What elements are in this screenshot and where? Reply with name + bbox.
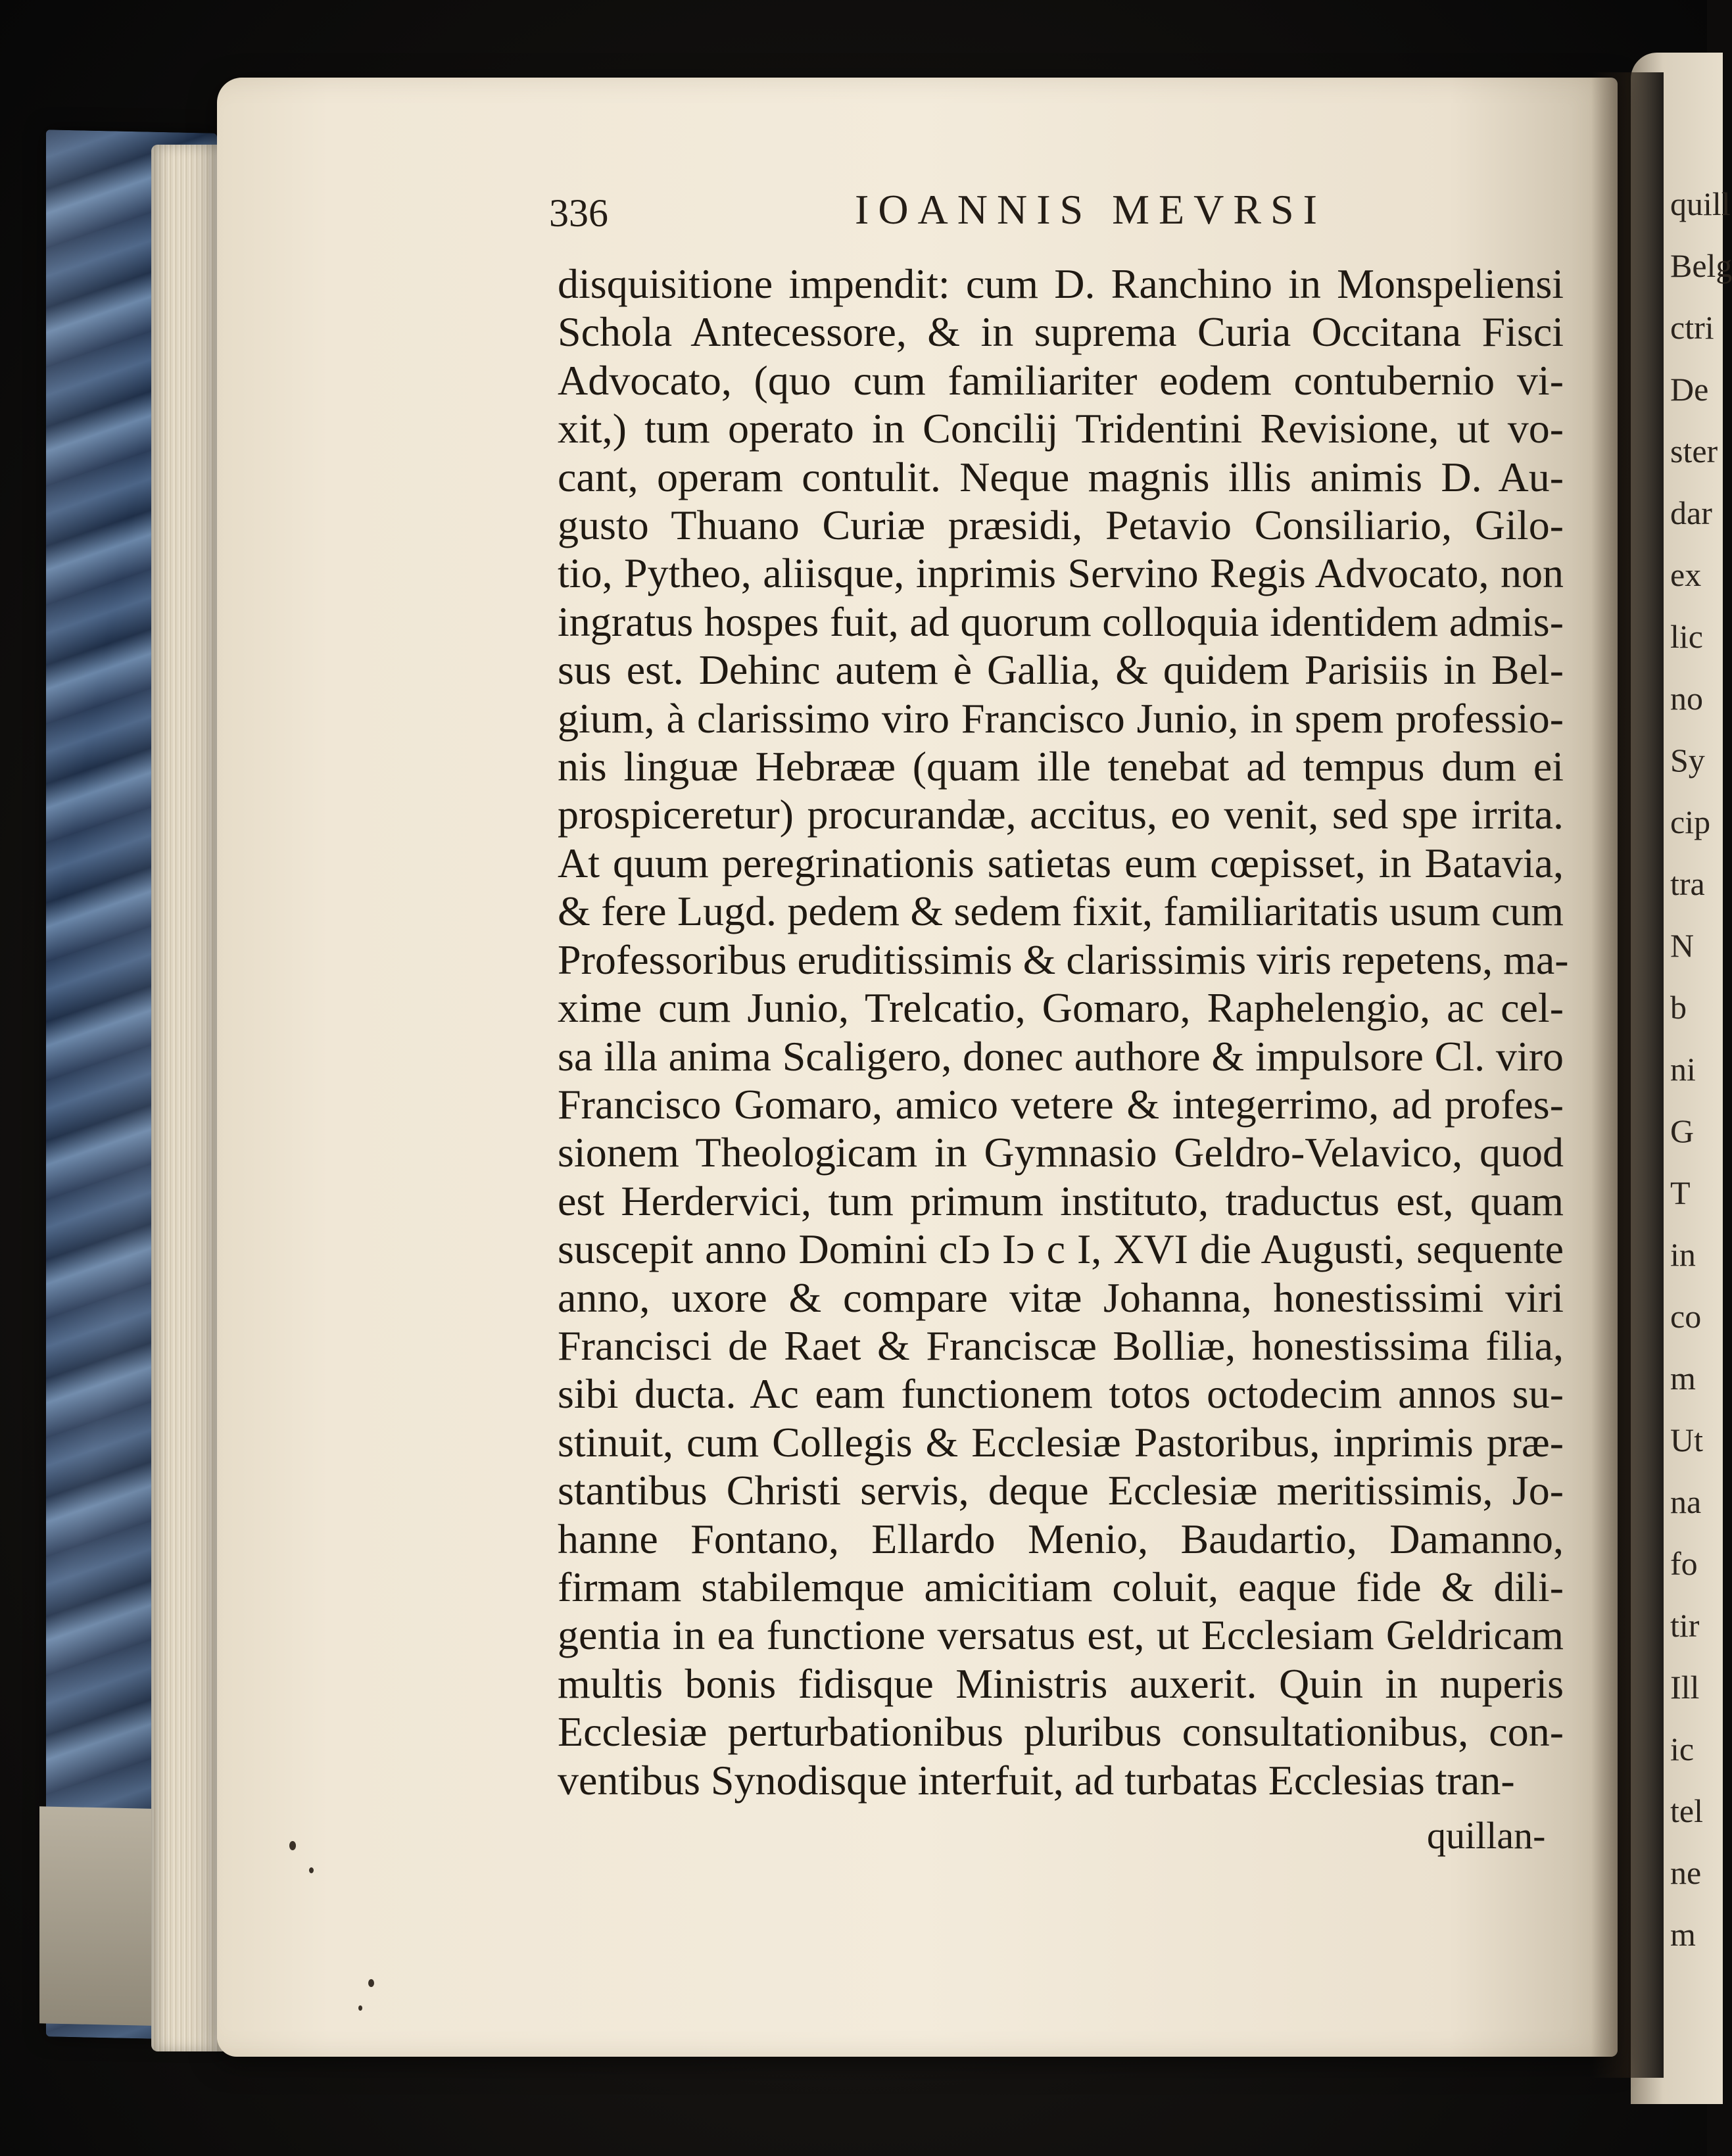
ink-speck [368, 1979, 374, 1987]
running-head: IOANNIS MEVRSI [855, 186, 1326, 233]
facing-page-fragment: tra [1670, 865, 1705, 902]
text-line: gium, à clarissimo viro Francisco Junio, in spem professio- [558, 694, 1564, 742]
text-line: cant, operam contulit. Neque magnis illis animis D. Au- [558, 453, 1564, 500]
facing-page-fragment: cip [1670, 803, 1711, 840]
text-line: Advocato, (quo cum familiariter eodem contubernio vi- [558, 356, 1564, 404]
facing-page-fragment: N [1670, 927, 1695, 964]
text-line: nis linguæ Hebrææ (quam ille tenebat ad tempus dum ei [558, 743, 1564, 790]
page-number: 336 [549, 191, 608, 235]
text-line: hanne Fontano, Ellardo Menio, Baudartio, Damanno, [558, 1515, 1564, 1562]
facing-page-fragment: in [1670, 1236, 1696, 1273]
facing-page-fragment: G [1670, 1113, 1695, 1149]
facing-page-fragment: ex [1670, 556, 1702, 593]
text-line: ventibus Synodisque interfuit, ad turbatas Ecclesias tran- [558, 1756, 1515, 1804]
text-line: & fere Lugd. pedem & sedem fixit, familiaritatis usum cum [558, 888, 1564, 935]
ink-speck [289, 1841, 296, 1850]
text-line: gusto Thuano Curiæ præsidi, Petavio Consiliario, Gilo- [558, 502, 1564, 549]
catchword: quillan- [1427, 1814, 1546, 1857]
text-line: sa illa anima Scaligero, donec authore & impulsore Cl. viro [558, 1032, 1564, 1080]
text-line: xime cum Junio, Trelcatio, Gomaro, Raphelengio, ac cel- [558, 984, 1564, 1032]
text-line: Ecclesiæ perturbationibus pluribus consultationibus, con- [558, 1708, 1564, 1756]
facing-page-fragment: tir [1670, 1607, 1700, 1644]
text-line: stinuit, cum Collegis & Ecclesiæ Pastoribus, inprimis præ- [558, 1418, 1564, 1466]
facing-page-fragment: ic [1670, 1731, 1695, 1767]
text-line: multis bonis fidisque Ministris auxerit. Quin in nuperis [558, 1660, 1564, 1707]
text-line: disquisitione impendit: cum D. Ranchino in Monspeliensi [558, 260, 1564, 307]
text-line: sus est. Dehinc autem è Gallia, & quidem Parisiis in Bel- [558, 646, 1564, 694]
facing-page-fragment: m [1670, 1360, 1696, 1397]
text-line: prospiceretur) procurandæ, accitus, eo venit, sed spe irrita. [558, 791, 1564, 838]
facing-page-fragment: De [1670, 371, 1709, 408]
facing-page-fragment: T [1670, 1174, 1691, 1211]
text-line: sibi ducta. Ac eam functionem totos octodecim annos su- [558, 1370, 1564, 1418]
facing-page-fragment: co [1670, 1298, 1702, 1335]
facing-page-fragment: quill [1670, 185, 1731, 222]
facing-page-fragment: na [1670, 1483, 1702, 1520]
facing-page-fragment: b [1670, 989, 1687, 1026]
text-line: Francisco Gomaro, amico vetere & integerrimo, ad profes- [558, 1080, 1564, 1128]
facing-page-fragment: lic [1670, 618, 1703, 655]
gutter-shadow [1591, 72, 1664, 2078]
facing-page-fragment: tel [1670, 1792, 1703, 1829]
text-line: sionem Theologicam in Gymnasio Geldro-Velavico, quod [558, 1129, 1564, 1176]
text-line: tio, Pytheo, aliisque, inprimis Servino Regis Advocato, non [558, 550, 1564, 597]
facing-page-fragment: Ut [1670, 1422, 1703, 1458]
facing-page-fragment: ne [1670, 1854, 1702, 1891]
facing-page-fragment: fo [1670, 1545, 1698, 1582]
facing-page-fragment: Ill [1670, 1669, 1700, 1706]
facing-page-fragment: m [1670, 1916, 1696, 1953]
text-line: est Herdervici, tum primum instituto, traductus est, quam [558, 1177, 1564, 1224]
facing-page-fragment: no [1670, 680, 1703, 717]
ink-speck [358, 2005, 362, 2011]
text-line: firmam stabilemque amicitiam coluit, eaque fide & dili- [558, 1563, 1564, 1610]
text-line: suscepit anno Domini cIↄ Iↄ c I, XVI die Augusti, sequente [558, 1226, 1564, 1273]
body-text [558, 260, 1569, 1804]
text-line: gentia in ea functione versatus est, ut Ecclesiam Geldricam [558, 1612, 1564, 1659]
text-line: anno, uxore & compare vitæ Johanna, honestissimi viri [558, 1274, 1564, 1321]
facing-page-fragment: Sy [1670, 742, 1705, 779]
text-line: Schola Antecessore, & in suprema Curia Occitana Fisci [558, 308, 1564, 356]
text-line: xit,) tum operato in Concilij Tridentini Revisione, ut vo- [558, 405, 1564, 452]
text-line: Francisci de Raet & Franciscæ Bolliæ, honestissima filia, [558, 1322, 1564, 1369]
facing-page-fragment: ctri [1670, 309, 1714, 346]
facing-page-fragment: Belg [1670, 247, 1732, 284]
facing-page-fragment: ster [1670, 433, 1718, 469]
facing-page-fragment: dar [1670, 494, 1712, 531]
facing-page-fragment: ni [1670, 1051, 1696, 1088]
ink-speck [309, 1867, 314, 1873]
text-line: stantibus Christi servis, deque Ecclesiæ meritissimis, Jo- [558, 1467, 1564, 1514]
text-line: At quum peregrinationis satietas eum cœpisset, in Batavia, [558, 839, 1564, 886]
text-line: Professoribus eruditissimis & clarissimis viris repetens, ma- [558, 936, 1569, 983]
text-line: ingratus hospes fuit, ad quorum colloquia identidem admis- [558, 598, 1564, 645]
